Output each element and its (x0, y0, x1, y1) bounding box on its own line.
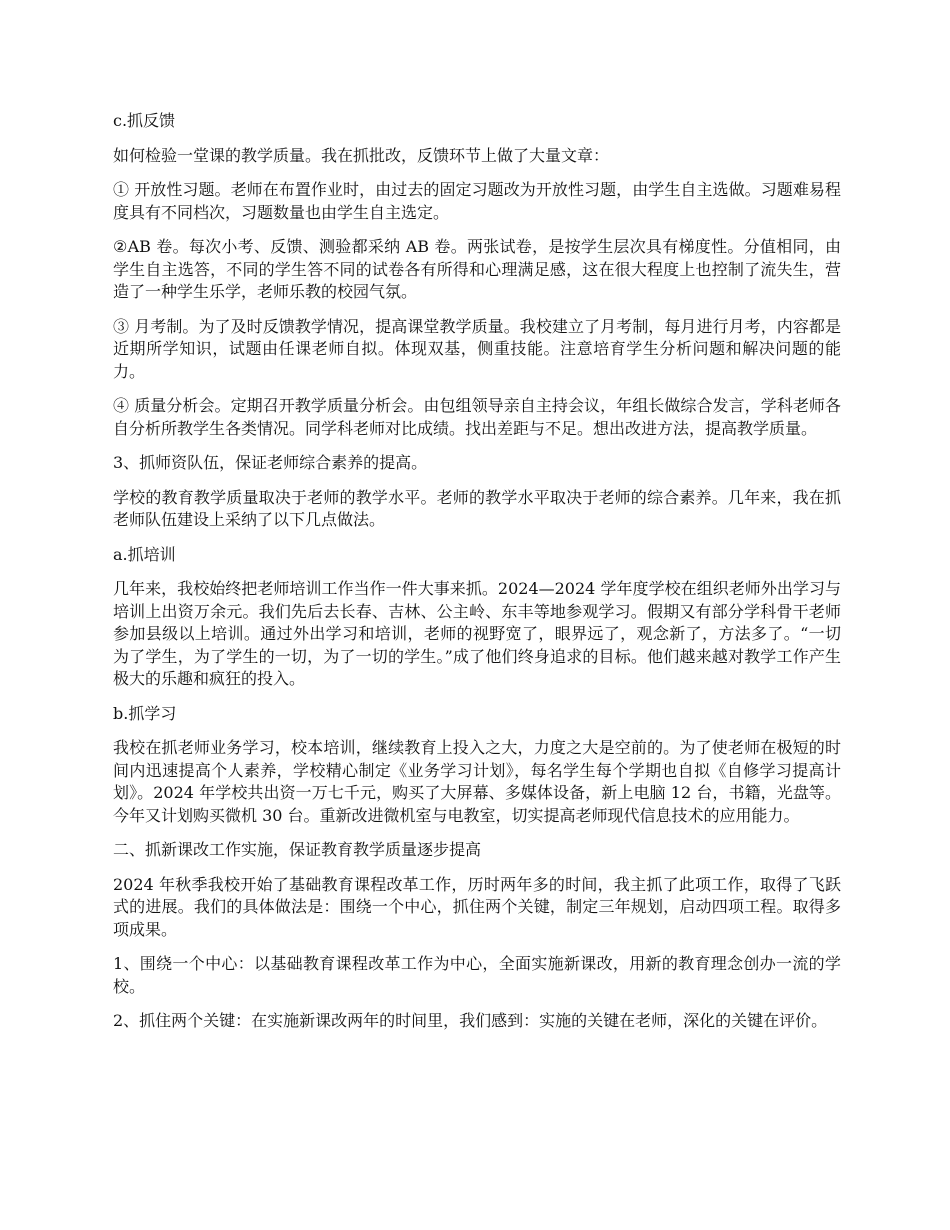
paragraph-study: 我校在抓老师业务学习，校本培训，继续教育上投入之大，力度之大是空前的。为了使老师在极短的时间内迅速提高个人素养，学校精心制定《业务学习计划》，每名学生每个学期也自拟《自修学习提高计划》。2024 年学校共出资一万七千元，购买了大屏幕、多媒体设备，新上电脑 12 台，书籍，光盘等。今年又计划购买微机 30 台。重新改进微机室与电教室，切实提高老师现代信息技术的应用能力。 (113, 738, 841, 825)
paragraph-two-keys: 2、抓住两个关键：在实施新课改两年的时间里，我们感到：实施的关键在老师，深化的关键在评价。 (113, 1011, 828, 1030)
list-item-ab-papers: ②AB 卷。每次小考、反馈、测验都采纳 AB 卷。两张试卷，是按学生层次具有梯度性。分值相同，由学生自主选答，不同的学生答不同的试卷各有所得和心理满足感，这在很大程度上也控制了流失生，营造了一种学生乐学，老师乐教的校园气氛。 (113, 237, 841, 301)
paragraph-feedback-intro: 如何检验一堂课的教学质量。我在抓批改，反馈环节上做了大量文章： (113, 145, 610, 165)
section-heading-study: b.抓学习 (113, 703, 177, 723)
paragraph-curriculum-reform: 2024 年秋季我校开始了基础教育课程改革工作，历时两年多的时间，我主抓了此项工作，取得了飞跃式的进展。我们的具体做法是：围绕一个中心，抓住两个关键，制定三年规划，启动四项工程。取得多项成果。 (113, 874, 841, 939)
paragraph-training: 几年来，我校始终把老师培训工作当作一件大事来抓。2024—2024 学年度学校在组织老师外出学习与培训上出资万余元。我们先后去长春、吉林、公主岭、东丰等地参观学习。假期又有部分学科骨干老师参加县级以上培训。通过外出学习和培训，老师的视野宽了，眼界远了，观念新了，方法多了。“一切为了学生，为了学生的一切，为了一切的学生。”成了他们终身追求的目标。他们越来越对教学工作产生极大的乐趣和疯狂的投入。 (113, 579, 841, 688)
section-heading-training: a.抓培训 (113, 544, 176, 564)
section-heading-feedback: c.抓反馈 (113, 111, 176, 130)
paragraph-one-center: 1、围绕一个中心：以基础教育课程改革工作为中心，全面实施新课改，用新的教育理念创办一流的学校。 (113, 954, 841, 996)
list-item-monthly-exam: ③ 月考制。为了及时反馈教学情况，提高课堂教学质量。我校建立了月考制，每月进行月考，内容都是近期所学知识，试题由任课老师自拟。体现双基，侧重技能。注意培育学生分析问题和解决问题的能力。 (113, 316, 841, 381)
section-heading-teaching-staff: 3、抓师资队伍，保证老师综合素养的提高。 (113, 453, 428, 472)
section-heading-curriculum-reform: 二、抓新课改工作实施，保证教育教学质量逐步提高 (113, 840, 482, 859)
list-item-quality-analysis: ④ 质量分析会。定期召开教学质量分析会。由包组领导亲自主持会议，年组长做综合发言，学科老师各自分析所教学生各类情况。同学科老师对比成绩。找出差距与不足。想出改进方法，提高教学质量。 (113, 396, 841, 438)
paragraph-staff-intro: 学校的教育教学质量取决于老师的教学水平。老师的教学水平取决于老师的综合素养。几年来，我在抓老师队伍建设上采纳了以下几点做法。 (113, 487, 841, 529)
document-page (113, 110, 841, 1045)
list-item-open-exercises: ① 开放性习题。老师在布置作业时，由过去的固定习题改为开放性习题，由学生自主选做。习题难易程度具有不同档次，习题数量也由学生自主选定。 (113, 180, 841, 222)
